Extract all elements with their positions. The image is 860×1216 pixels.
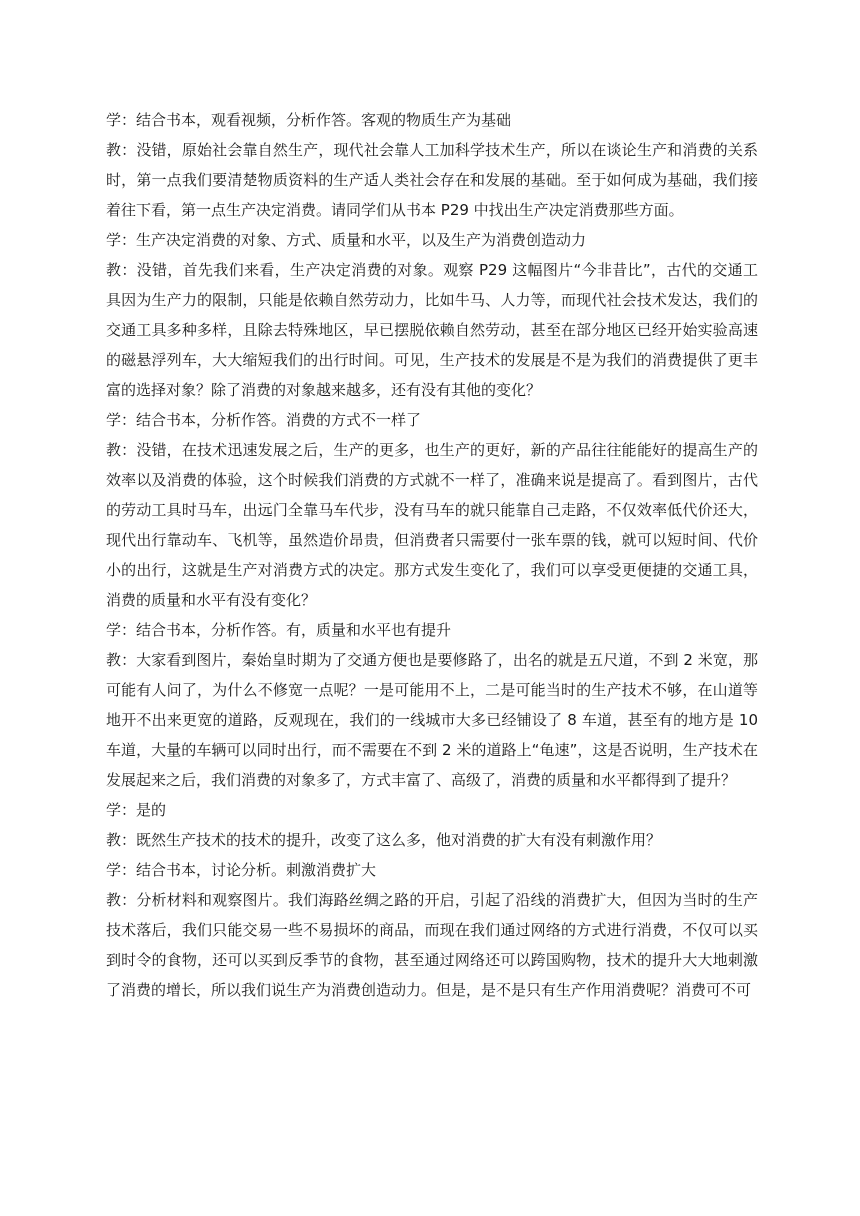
document-page — [106, 105, 758, 1005]
paragraph-teacher-4: 教：大家看到图片，秦始皇时期为了交通方便也是要修路了，出名的就是五尺道，不到 2 米宽，那可能有人问了，为什么不修宽一点呢？一是可能用不上，二是可能当时的生产技术不够，在山道等地开不出来更宽的道路，反观现在，我们的一线城市大多已经铺设了 8 车道，甚至有的地方是 10 车道，大量的车辆可以同时出行，而不需要在不到 2 米的道路上“龟速”，这是否说明，生产技术在发展起来之后，我们消费的对象多了，方式丰富了、高级了，消费的质量和水平都得到了提升？ — [106, 651, 758, 789]
paragraph-student-1: 学：结合书本，观看视频，分析作答。客观的物质生产为基础 — [106, 111, 512, 129]
paragraph-student-5: 学：是的 — [106, 801, 167, 819]
paragraph-teacher-5: 教：既然生产技术的技术的提升，改变了这么多，他对消费的扩大有没有刺激作用？ — [106, 831, 662, 849]
paragraph-student-2: 学：生产决定消费的对象、方式、质量和水平，以及生产为消费创造动力 — [106, 231, 587, 249]
paragraph-teacher-1: 教：没错，原始社会靠自然生产，现代社会靠人工加科学技术生产，所以在谈论生产和消费的关系时，第一点我们要清楚物质资料的生产适人类社会存在和发展的基础。至于如何成为基础，我们接着往下看，第一点生产决定消费。请同学们从书本 P29 中找出生产决定消费那些方面。 — [106, 141, 758, 219]
paragraph-student-4: 学：结合书本，分析作答。有，质量和水平也有提升 — [106, 621, 452, 639]
paragraph-student-6: 学：结合书本，讨论分析。刺激消费扩大 — [106, 861, 377, 879]
paragraph-teacher-2: 教：没错，首先我们来看，生产决定消费的对象。观察 P29 这幅图片“今非昔比”，古代的交通工具因为生产力的限制，只能是依赖自然劳动力，比如牛马、人力等，而现代社会技术发达，我们的交通工具多种多样，且除去特殊地区，早已摆脱依赖自然劳动，甚至在部分地区已经开始实验高速的磁悬浮列车，大大缩短我们的出行时间。可见，生产技术的发展是不是为我们的消费提供了更丰富的选择对象？除了消费的对象越来越多，还有没有其他的变化？ — [106, 261, 758, 399]
paragraph-teacher-3: 教：没错，在技术迅速发展之后，生产的更多，也生产的更好，新的产品往往能能好的提高生产的效率以及消费的体验，这个时候我们消费的方式就不一样了，准确来说是提高了。看到图片，古代的劳动工具时马车，出远门全靠马车代步，没有马车的就只能靠自己走路，不仅效率低代价还大，现代出行靠动车、飞机等，虽然造价昂贵，但消费者只需要付一张车票的钱，就可以短时间、代价小的出行，这就是生产对消费方式的决定。那方式发生变化了，我们可以享受更便捷的交通工具，消费的质量和水平有没有变化？ — [106, 441, 758, 609]
paragraph-teacher-6: 教：分析材料和观察图片。我们海路丝绸之路的开启，引起了沿线的消费扩大，但因为当时的生产技术落后，我们只能交易一些不易损坏的商品，而现在我们通过网络的方式进行消费，不仅可以买到时令的食物，还可以买到反季节的食物，甚至通过网络还可以跨国购物，技术的提升大大地刺激了消费的增长，所以我们说生产为消费创造动力。但是，是不是只有生产作用消费呢？消费可不可 — [106, 891, 758, 999]
paragraph-student-3: 学：结合书本，分析作答。消费的方式不一样了 — [106, 411, 422, 429]
